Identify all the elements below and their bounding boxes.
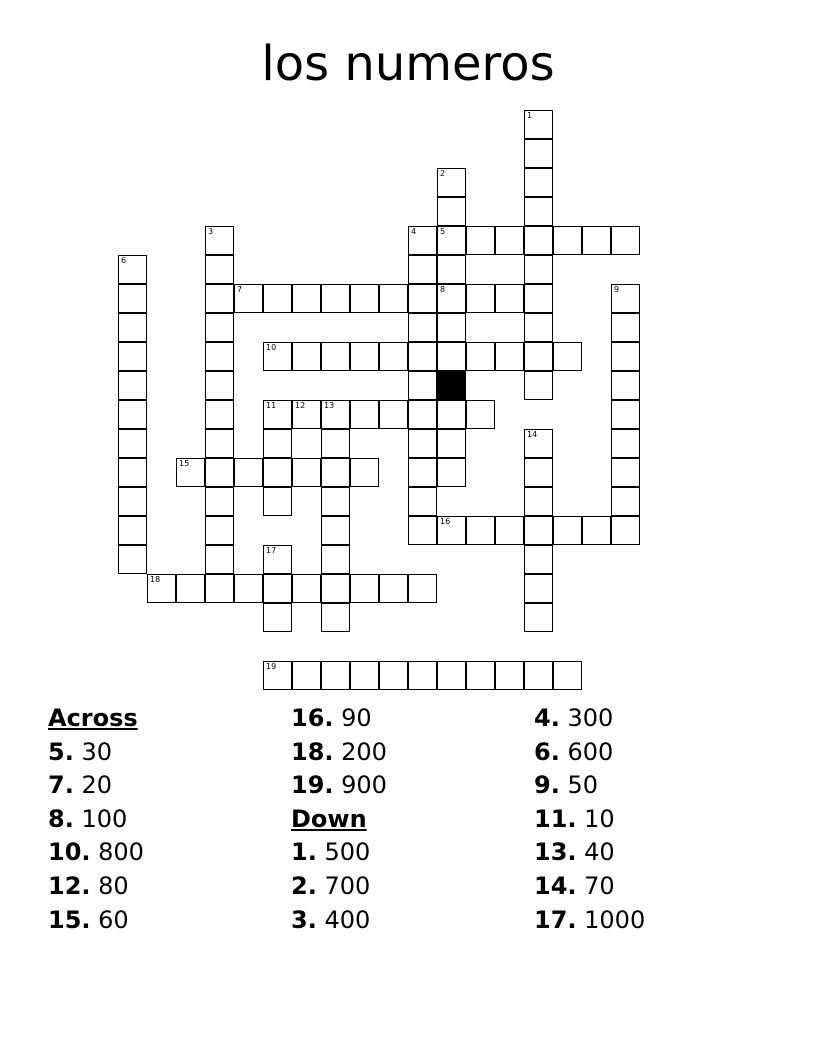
grid-cell[interactable]	[495, 516, 524, 545]
grid-cell[interactable]	[524, 545, 553, 574]
grid-cell[interactable]	[437, 284, 466, 313]
grid-cell[interactable]	[466, 400, 495, 429]
grid-cell[interactable]	[379, 342, 408, 371]
grid-cell[interactable]	[176, 574, 205, 603]
clue-item	[534, 836, 774, 870]
clue-item-text: 50	[559, 771, 598, 800]
clue-column-3	[534, 702, 774, 937]
clue-item-number: 19.	[291, 771, 334, 800]
grid-cell[interactable]	[263, 284, 292, 313]
grid-cell[interactable]	[408, 458, 437, 487]
grid-cell[interactable]	[205, 255, 234, 284]
grid-cell[interactable]	[118, 429, 147, 458]
grid-cell[interactable]	[205, 284, 234, 313]
grid-cell[interactable]	[118, 400, 147, 429]
grid-cell[interactable]	[205, 371, 234, 400]
grid-cell[interactable]	[205, 429, 234, 458]
clue-number: 15	[179, 459, 190, 468]
grid-cell[interactable]	[234, 574, 263, 603]
grid-cell[interactable]	[611, 342, 640, 371]
grid-cell[interactable]	[292, 661, 321, 690]
grid-cell[interactable]	[408, 284, 437, 313]
grid-cell[interactable]	[611, 226, 640, 255]
clue-item-number: 4.	[534, 704, 560, 732]
grid-cell[interactable]	[118, 284, 147, 313]
grid-cell[interactable]	[408, 255, 437, 284]
grid-cell[interactable]	[437, 168, 466, 197]
grid-cell[interactable]	[611, 516, 640, 545]
clue-number: 7	[237, 285, 243, 294]
page-title: los numeros	[261, 36, 555, 92]
clue-item-number: 2.	[291, 871, 317, 900]
grid-cell[interactable]	[263, 545, 292, 574]
clue-item-text: 800	[90, 838, 144, 867]
clue-column-1	[48, 702, 288, 937]
clue-item-text: 80	[90, 871, 129, 900]
clue-number: 12	[295, 401, 306, 410]
clue-item-number: 6.	[534, 737, 560, 766]
grid-cell[interactable]	[524, 313, 553, 342]
grid-cell[interactable]	[321, 487, 350, 516]
clue-item-number: 12.	[48, 871, 91, 900]
grid-cell[interactable]	[321, 574, 350, 603]
clue-number: 6	[121, 256, 127, 265]
grid-cell[interactable]	[205, 226, 234, 255]
grid-cell[interactable]	[118, 255, 147, 284]
grid-cell[interactable]	[379, 284, 408, 313]
grid-cell[interactable]	[524, 110, 553, 139]
grid-cell[interactable]	[379, 661, 408, 690]
grid-cell[interactable]	[437, 516, 466, 545]
clue-number: 17	[266, 546, 277, 555]
grid-cell[interactable]	[495, 661, 524, 690]
grid-cell[interactable]	[408, 226, 437, 255]
grid-cell[interactable]	[611, 429, 640, 458]
grid-cell[interactable]	[524, 168, 553, 197]
grid-cell[interactable]	[118, 342, 147, 371]
grid-cell[interactable]	[205, 458, 234, 487]
grid-cell[interactable]	[466, 284, 495, 313]
clue-column-2	[291, 702, 531, 937]
grid-cell[interactable]	[437, 400, 466, 429]
grid-cell[interactable]	[321, 603, 350, 632]
grid-cell[interactable]	[350, 661, 379, 690]
grid-cell[interactable]	[321, 458, 350, 487]
grid-cell[interactable]	[582, 516, 611, 545]
grid-cell[interactable]	[263, 342, 292, 371]
clue-item	[48, 870, 288, 904]
clue-item	[534, 870, 774, 904]
clue-item-number: 13.	[534, 838, 577, 867]
grid-cell[interactable]	[437, 661, 466, 690]
clue-item	[291, 904, 531, 938]
clue-item-number: 3.	[291, 905, 317, 934]
clue-number: 11	[266, 401, 277, 410]
grid-cell[interactable]	[408, 574, 437, 603]
grid-cell[interactable]	[350, 342, 379, 371]
grid-cell[interactable]	[205, 400, 234, 429]
grid-cell[interactable]	[292, 284, 321, 313]
grid-cell[interactable]	[611, 487, 640, 516]
clue-item	[48, 769, 288, 803]
grid-cell[interactable]	[379, 400, 408, 429]
clue-item-text: 900	[333, 771, 387, 800]
clue-item-text: 300	[559, 704, 614, 732]
grid-cell[interactable]	[118, 313, 147, 342]
grid-cell[interactable]	[408, 313, 437, 342]
grid-cell[interactable]	[147, 574, 176, 603]
black-cell	[437, 371, 466, 400]
grid-cell[interactable]	[263, 458, 292, 487]
clue-number: 14	[527, 430, 538, 439]
grid-cell[interactable]	[524, 284, 553, 313]
clue-item-number: 7.	[48, 771, 74, 800]
grid-cell[interactable]	[263, 487, 292, 516]
grid-cell[interactable]	[408, 342, 437, 371]
grid-cell[interactable]	[437, 429, 466, 458]
clue-item-text: 70	[576, 871, 615, 900]
clue-item	[291, 736, 531, 770]
grid-cell[interactable]	[176, 458, 205, 487]
clue-number: 1	[527, 111, 533, 120]
grid-cell[interactable]	[437, 255, 466, 284]
grid-cell[interactable]	[437, 313, 466, 342]
grid-cell[interactable]	[205, 313, 234, 342]
clue-item	[48, 836, 288, 870]
grid-cell[interactable]	[437, 226, 466, 255]
clue-item	[534, 904, 774, 938]
clue-item-number: 5.	[48, 737, 74, 766]
grid-cell[interactable]	[524, 197, 553, 226]
clue-item	[534, 769, 774, 803]
grid-cell[interactable]	[321, 342, 350, 371]
grid-cell[interactable]	[437, 342, 466, 371]
grid-cell[interactable]	[408, 661, 437, 690]
clue-item-number: 8.	[48, 804, 74, 833]
clue-item	[48, 904, 288, 938]
grid-cell[interactable]	[495, 342, 524, 371]
grid-cell[interactable]	[524, 139, 553, 168]
clue-item	[291, 769, 531, 803]
grid-cell[interactable]	[611, 371, 640, 400]
grid-cell[interactable]	[379, 574, 408, 603]
clue-item	[291, 836, 531, 870]
grid-cell[interactable]	[321, 661, 350, 690]
grid-cell[interactable]	[611, 400, 640, 429]
clue-item-text: 1000	[576, 905, 646, 934]
across-heading: Across	[48, 704, 138, 732]
grid-cell[interactable]	[553, 342, 582, 371]
grid-cell[interactable]	[118, 458, 147, 487]
grid-cell[interactable]	[466, 516, 495, 545]
grid-cell[interactable]	[524, 661, 553, 690]
grid-cell[interactable]	[524, 574, 553, 603]
clue-item-text: 90	[333, 704, 372, 732]
grid-cell[interactable]	[292, 458, 321, 487]
grid-cell[interactable]	[263, 429, 292, 458]
grid-cell[interactable]	[350, 574, 379, 603]
grid-cell[interactable]	[524, 342, 553, 371]
clue-item-number: 17.	[534, 905, 577, 934]
grid-cell[interactable]	[350, 400, 379, 429]
clue-item-number: 10.	[48, 838, 91, 867]
clue-item-text: 100	[73, 804, 128, 833]
clue-item-text: 500	[316, 838, 371, 867]
clue-number: 19	[266, 662, 277, 671]
grid-cell[interactable]	[321, 400, 350, 429]
grid-cell[interactable]	[553, 661, 582, 690]
grid-cell[interactable]	[408, 400, 437, 429]
grid-cell[interactable]	[408, 371, 437, 400]
down-heading: Down	[291, 804, 367, 833]
grid-cell[interactable]	[466, 226, 495, 255]
grid-cell[interactable]	[205, 342, 234, 371]
grid-cell[interactable]	[321, 545, 350, 574]
grid-cell[interactable]	[118, 371, 147, 400]
clue-item	[48, 803, 288, 837]
clue-item-text: 60	[90, 905, 129, 934]
grid-cell[interactable]	[263, 574, 292, 603]
clue-number: 4	[411, 227, 417, 236]
clue-item	[534, 803, 774, 837]
grid-cell[interactable]	[524, 458, 553, 487]
grid-cell[interactable]	[408, 429, 437, 458]
grid-cell[interactable]	[234, 458, 263, 487]
grid-cell[interactable]	[234, 284, 263, 313]
grid-cell[interactable]	[524, 516, 553, 545]
grid-cell[interactable]	[524, 429, 553, 458]
clue-item-number: 11.	[534, 804, 577, 833]
clue-item-text: 600	[559, 737, 614, 766]
clue-item	[291, 702, 531, 736]
grid-cell[interactable]	[524, 487, 553, 516]
grid-cell[interactable]	[263, 603, 292, 632]
clue-item-number: 18.	[291, 737, 334, 766]
clue-item-number: 9.	[534, 771, 560, 800]
grid-cell[interactable]	[611, 458, 640, 487]
clue-number: 16	[440, 517, 451, 526]
clue-number: 10	[266, 343, 277, 352]
clue-item-text: 700	[316, 871, 371, 900]
grid-cell[interactable]	[611, 284, 640, 313]
grid-cell[interactable]	[582, 226, 611, 255]
grid-cell[interactable]	[321, 284, 350, 313]
clue-number: 13	[324, 401, 335, 410]
clue-item	[291, 870, 531, 904]
grid-cell[interactable]	[350, 458, 379, 487]
clue-item	[48, 736, 288, 770]
clue-item-number: 14.	[534, 871, 577, 900]
grid-cell[interactable]	[408, 487, 437, 516]
grid-cell[interactable]	[321, 516, 350, 545]
grid-cell[interactable]	[524, 603, 553, 632]
clue-item-text: 200	[333, 737, 387, 766]
clue-number: 18	[150, 575, 161, 584]
grid-cell[interactable]	[263, 661, 292, 690]
clue-number: 3	[208, 227, 214, 236]
grid-cell[interactable]	[321, 429, 350, 458]
grid-cell[interactable]	[524, 255, 553, 284]
clue-number: 2	[440, 169, 446, 178]
grid-cell[interactable]	[524, 226, 553, 255]
clue-item-text: 10	[576, 804, 615, 833]
grid-cell[interactable]	[437, 458, 466, 487]
grid-cell[interactable]	[292, 574, 321, 603]
grid-cell[interactable]	[205, 545, 234, 574]
grid-cell[interactable]	[466, 342, 495, 371]
grid-cell[interactable]	[118, 545, 147, 574]
grid-cell[interactable]	[292, 342, 321, 371]
grid-cell[interactable]	[118, 487, 147, 516]
grid-cell[interactable]	[553, 516, 582, 545]
clue-item-text: 40	[576, 838, 615, 867]
grid-cell[interactable]	[350, 284, 379, 313]
grid-cell[interactable]	[408, 516, 437, 545]
grid-cell[interactable]	[466, 661, 495, 690]
clue-number: 8	[440, 285, 446, 294]
clue-item-text: 30	[73, 737, 112, 766]
clue-number: 5	[440, 227, 446, 236]
grid-cell[interactable]	[524, 371, 553, 400]
clue-item-number: 1.	[291, 838, 317, 867]
clue-item	[534, 736, 774, 770]
grid-cell[interactable]	[205, 516, 234, 545]
clue-item-number: 16.	[291, 704, 334, 732]
clue-number: 9	[614, 285, 620, 294]
grid-cell[interactable]	[611, 313, 640, 342]
grid-cell[interactable]	[553, 226, 582, 255]
grid-cell[interactable]	[495, 226, 524, 255]
grid-cell[interactable]	[292, 400, 321, 429]
grid-cell[interactable]	[437, 197, 466, 226]
clue-item-text: 20	[73, 771, 112, 800]
grid-cell[interactable]	[118, 516, 147, 545]
grid-cell[interactable]	[263, 400, 292, 429]
grid-cell[interactable]	[205, 574, 234, 603]
grid-cell[interactable]	[495, 284, 524, 313]
grid-cell[interactable]	[205, 487, 234, 516]
clue-item	[534, 702, 774, 736]
clue-item-text: 400	[316, 905, 371, 934]
clue-item-number: 15.	[48, 905, 91, 934]
